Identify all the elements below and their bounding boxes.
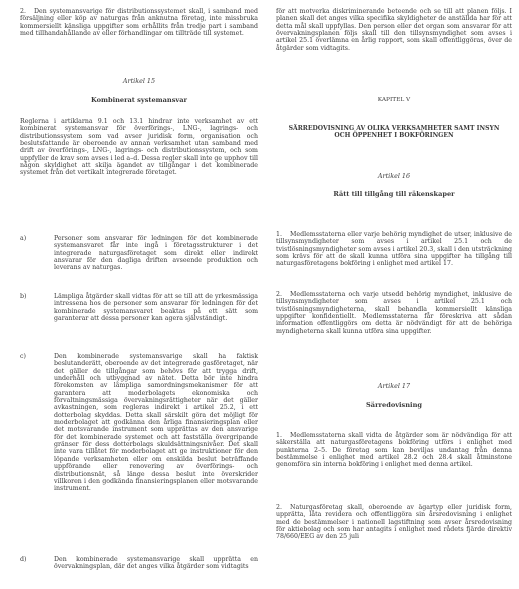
list-text: Den kombinerade systemansvarige skall upprätta en övervakningsplan, där det anges vilka åtgärder som vidtagits	[54, 556, 258, 571]
list-item-d	[20, 556, 258, 571]
list-text: Den kombinerade systemansvarige skall ha faktisk beslutanderätt, oberoende av det integrerade gasföretaget, när det gäller de tillgångar som behövs för att trygga drift, underhåll och utbyggnad av nätet. Detta bör inte hindra förekomsten av lämpliga samordningsmekanismer för att garantera att moderbolagets ekonomiska och förvaltningsmässiga övervakningsrättigheter när det gäller avkastningen, som regleras indirekt i artikel 25.2, i ett dotterbolag skyddas. Detta skall särskilt göra det möjligt för moderbolaget att godkänna den årliga finansieringsplan eller det motsvarande instrument som upprättas av den ansvarige för det kombinerade systemet och att fastställa övergripande gränser för dess dotterbolags skuldsättningsnivåer. Det skall inte vara tillåtet för moderbolaget att ge instruktioner för den löpande verksamheten eller om enskilda beslut beträffande uppförande eller renovering av överförings- och distributionsnät, så länge dessa beslut inte överskrider villkoren i den godkända finansieringsplanen eller motsvarande instrument.	[54, 353, 258, 493]
list-label: c)	[20, 353, 26, 360]
list-text: Personer som ansvarar för ledningen för det kombinerade systemansvaret får inte ingå i företagsstrukturer i det integrerade naturgasföretaget som direkt eller indirekt ansvarar för den dagliga driften avseende produktion och leverans av naturgas.	[54, 235, 258, 272]
article-17-title: Särredovisning	[366, 401, 422, 409]
article-16-paragraph-1	[276, 231, 512, 268]
paragraph-text: Medlemsstaterna och varje utsedd behörig myndighet, inklusive de tillsynsmyndigheter som avses i artikel 25.1 och tvistlösningsmyndigheterna, skall behandla kommersiellt känsliga uppgifter konfidentiellt. Medlemsstaterna får föreskriva att sådan information offentliggörs om detta är nödvändigt för att de behöriga myndigheterna skall kunna utföra sina uppgifter.	[276, 291, 512, 335]
article-16-label: Artikel 16	[377, 172, 411, 180]
paragraph-number: 1.	[276, 432, 282, 439]
list-item-c	[20, 353, 258, 493]
paragraph-text: Naturgasföretag skall, oberoende av ägartyp eller juridisk form, upprätta, låta revidera och offentliggöra sin årsredovisning i enlighet med de bestämmelser i nationell lagstiftning som avser årsredovisning för aktiebolag och som har antagits i enlighet med rådets fjärde direktiv 78/660/EEG av den 25 juli	[276, 504, 512, 541]
paragraph-number: 1.	[276, 231, 282, 238]
article-17-paragraph-2	[276, 504, 512, 541]
paragraph-number: 2.	[20, 8, 26, 15]
article-17-label: Artikel 17	[377, 382, 411, 390]
article-15-title: Kombinerat systemansvar	[91, 96, 187, 104]
article-16-paragraph-2	[276, 291, 512, 335]
article-17-paragraph-1	[276, 432, 512, 469]
list-text: Lämpliga åtgärder skall vidtas för att se till att de yrkesmässiga intressena hos de personer som ansvarar för ledningen för det kombinerade systemansvaret beaktas på ett sätt som garanterar att dessa personer kan agera självständigt.	[54, 293, 258, 323]
chapter-title: SÄRREDOVISNING AV OLIKA VERKSAMHETER SAMT INSYN OCH ÖPPENHET I BOKFÖRINGEN	[288, 125, 500, 140]
list-item-b	[20, 293, 258, 322]
article-15-label: Artikel 15	[122, 77, 156, 85]
list-label: b)	[20, 293, 27, 300]
paragraph-2	[20, 8, 258, 37]
chapter-label: KAPITEL V	[377, 97, 411, 103]
paragraph-number: 2.	[276, 291, 282, 298]
article-16-title: Rätt till tillgång till räkenskaper	[333, 190, 455, 198]
paragraph-text: Medlemsstaterna eller varje behörig myndighet de utser, inklusive de tillsynsmyndigheter som avses i artikel 25.1 och de tvistlösningsmyndigheter som avses i artikel 20.3, skall i den utsträckning som krävs för att de skall kunna utföra sina uppgifter ha tillgång till naturgasföretagens bokföring i enlighet med artikel 17.	[276, 231, 512, 268]
continued-paragraph: för att motverka diskriminerande beteende och se till att planen följs. I planen skall det anges vilka specifika skyldigheter de anställda har för att detta mål skall uppfyllas. Den person eller det organ som ansvarar för att övervakningsplanen följs skall till den tillsynsmyndighet som avses i artikel 25.1 överlämna en årlig rapport, som skall offentliggöras, över de åtgärder som vidtagits.	[276, 8, 512, 52]
paragraph-number: 2.	[276, 504, 282, 511]
list-label: d)	[20, 556, 27, 563]
article-15-intro: Reglerna i artiklarna 9.1 och 13.1 hindrar inte verksamhet av ett kombinerat systemansvar för överförings-, LNG-, lagrings- och distributionssystem som vad avser juridisk form, organisation och beslutsfattande är oberoende av annan verksamhet utan samband med drift av överförings-, LNG-, lagrings- och distributionssystem, och som uppfyller de krav som avses i led a–d. Dessa regler skall inte ge upphov till någon skyldighet att skilja ägandet av tillgångar i det kombinerade systemet från det vertikalt integrerade företaget.	[20, 118, 258, 177]
list-label: a)	[20, 235, 27, 242]
paragraph-text: Den systemansvarige för distributionssystemet skall, i samband med försäljning eller köp av naturgas från anknutna företag, inte missbruka kommersiellt känsliga uppgifter som erhållits från tredje part i samband med tillhandahållande av eller förhandlingar om tillträde till systemet.	[20, 8, 258, 38]
list-item-a	[20, 235, 258, 272]
paragraph-text: Medlemsstaterna skall vidta de åtgärder som är nödvändiga för att säkerställa att naturgasföretagens bokföring utförs i enlighet med punkterna 2–5. De företag som kan beviljas undantag från denna bestämmelse i enlighet med artikel 28.2 och 28.4 skall åtminstone genomföra sin interna bokföring i enlighet med denna artikel.	[276, 432, 512, 469]
